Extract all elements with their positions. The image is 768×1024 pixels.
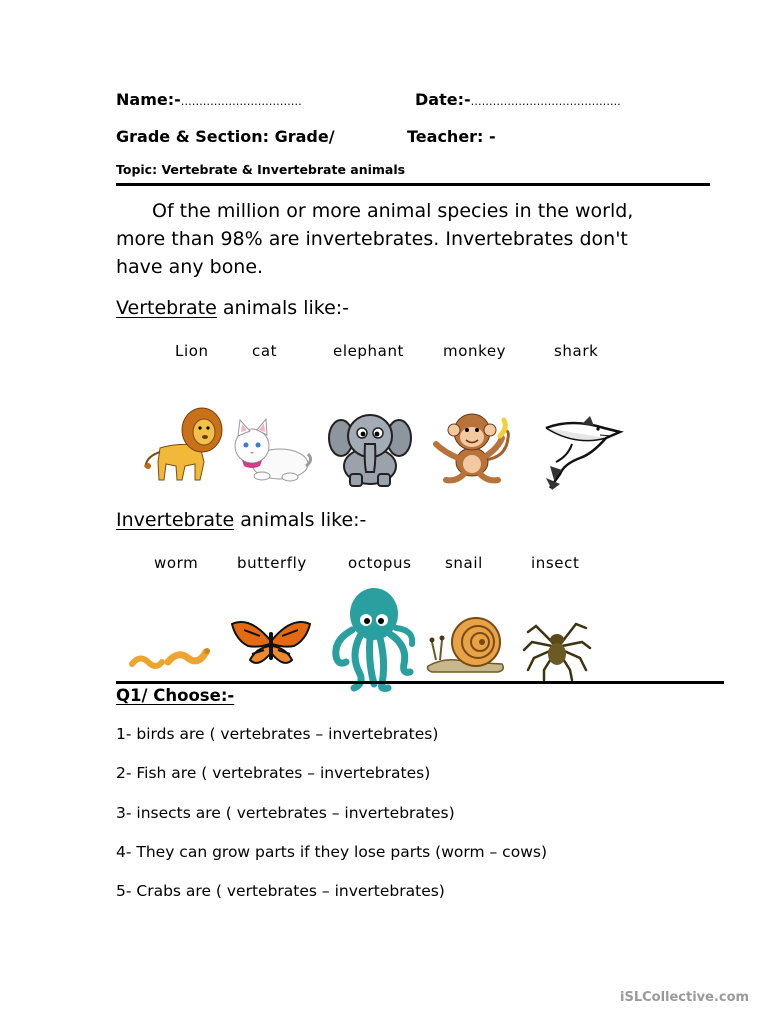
teacher-label: Teacher: - [407,127,496,146]
grade-section-label: Grade & Section: Grade/ [116,127,335,146]
name-label: Name:- [116,90,181,109]
intro-line-1: Of the million or more animal species in the world, [152,200,634,222]
shark-icon [542,414,624,492]
lion-icon [140,402,225,484]
section-divider [116,681,724,684]
intro-line-2: more than 98% are invertebrates. Invertebrates don't [116,228,628,250]
name-field [116,90,302,109]
name-blank[interactable]: …………………………… [180,95,302,108]
label-octopus: octopus [348,554,412,572]
question-item-4: 4- They can grow parts if they lose parts (worm – cows) [116,843,547,861]
label-shark: shark [554,342,599,360]
label-lion: Lion [175,342,209,360]
topic-label: Topic: Vertebrate & Invertebrate animals [116,162,406,177]
vertebrate-heading-rest: animals like:- [216,297,350,319]
label-elephant: elephant [333,342,405,360]
label-insect: insect [531,554,580,572]
question-title: Q1/ Choose:- [116,686,235,705]
question-item-5: 5- Crabs are ( vertebrates – invertebrates) [116,882,445,900]
vertebrate-heading-term: Vertebrate [116,297,217,319]
label-cat: cat [252,342,278,360]
elephant-icon [328,410,413,488]
spider-icon [522,612,592,682]
question-item-2: 2- Fish are ( vertebrates – invertebrates) [116,764,431,782]
vertebrate-heading [116,297,349,319]
snail-icon [426,612,508,674]
invertebrate-heading [116,509,366,531]
worm-icon [126,636,214,670]
label-butterfly: butterfly [237,554,307,572]
date-field [415,90,621,109]
monkey-icon [428,408,518,488]
label-snail: snail [445,554,483,572]
label-worm: worm [154,554,199,572]
question-item-1: 1- birds are ( vertebrates – invertebrates) [116,725,439,743]
date-blank[interactable]: ………………………………….. [470,95,621,108]
butterfly-icon [230,618,312,670]
cat-icon [228,414,313,484]
intro-line-3: have any bone. [116,256,264,278]
header-divider [116,183,710,186]
watermark: iSLCollective.com [620,990,750,1005]
date-label: Date:- [415,90,471,109]
question-item-3: 3- insects are ( vertebrates – invertebrates) [116,804,455,822]
label-monkey: monkey [443,342,507,360]
octopus-icon [330,584,416,692]
invertebrate-heading-rest: animals like:- [234,509,367,531]
invertebrate-heading-term: Invertebrate [116,509,235,531]
